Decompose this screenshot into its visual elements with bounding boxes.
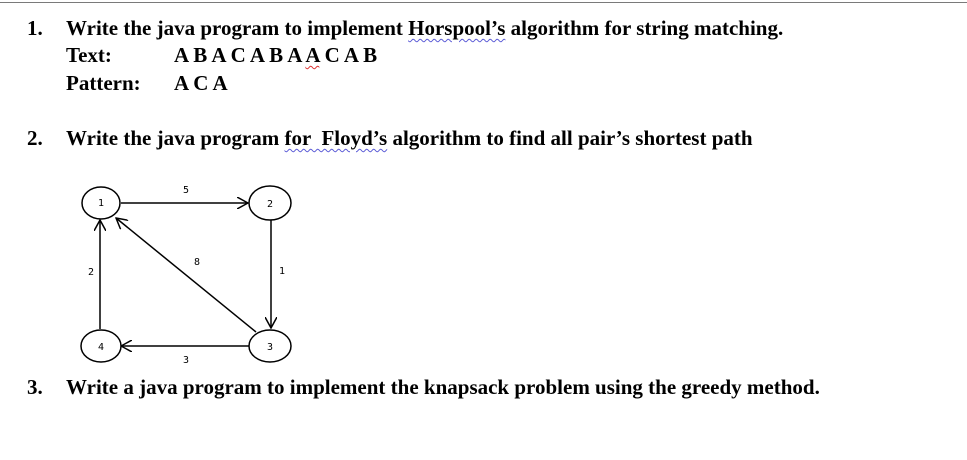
q1-title-name: Horspool’s: [408, 16, 506, 40]
q1-pattern-label: Pattern:: [66, 71, 141, 95]
weight-3-1: 8: [193, 257, 201, 268]
q2-title-flag: for Floyd’s: [284, 126, 388, 150]
svg-text:2: 2: [266, 199, 274, 210]
q1-number: 1.: [27, 16, 43, 40]
edge-3-1: [116, 218, 256, 332]
q2-number: 2.: [27, 126, 43, 150]
q3-number: 3.: [27, 375, 43, 399]
svg-text:4: 4: [97, 342, 105, 353]
q1-pattern-value: A C A: [174, 71, 228, 95]
q1-title: Write the java program to implement Horspool’s algorithm for string matching.: [66, 16, 784, 40]
weight-4-1: 2: [87, 267, 95, 278]
svg-text:1: 1: [97, 198, 105, 209]
q2-title: Write the java program for Floyd’s algorithm to find all pair’s shortest path: [66, 126, 753, 150]
q1-text-value: A B A C A B A A C A B: [174, 43, 378, 67]
weight-2-3: 1: [278, 266, 286, 277]
weight-3-4: 3: [182, 355, 190, 366]
svg-text:3: 3: [266, 342, 274, 353]
node-3: [249, 330, 291, 362]
q1-text-label: Text:: [66, 43, 112, 67]
node-4: [81, 330, 121, 362]
node-1: [82, 187, 120, 219]
weight-1-2: 5: [182, 185, 190, 196]
node-2: [249, 186, 291, 220]
q3-title: Write a java program to implement the knapsack problem using the greedy method.: [66, 375, 820, 399]
